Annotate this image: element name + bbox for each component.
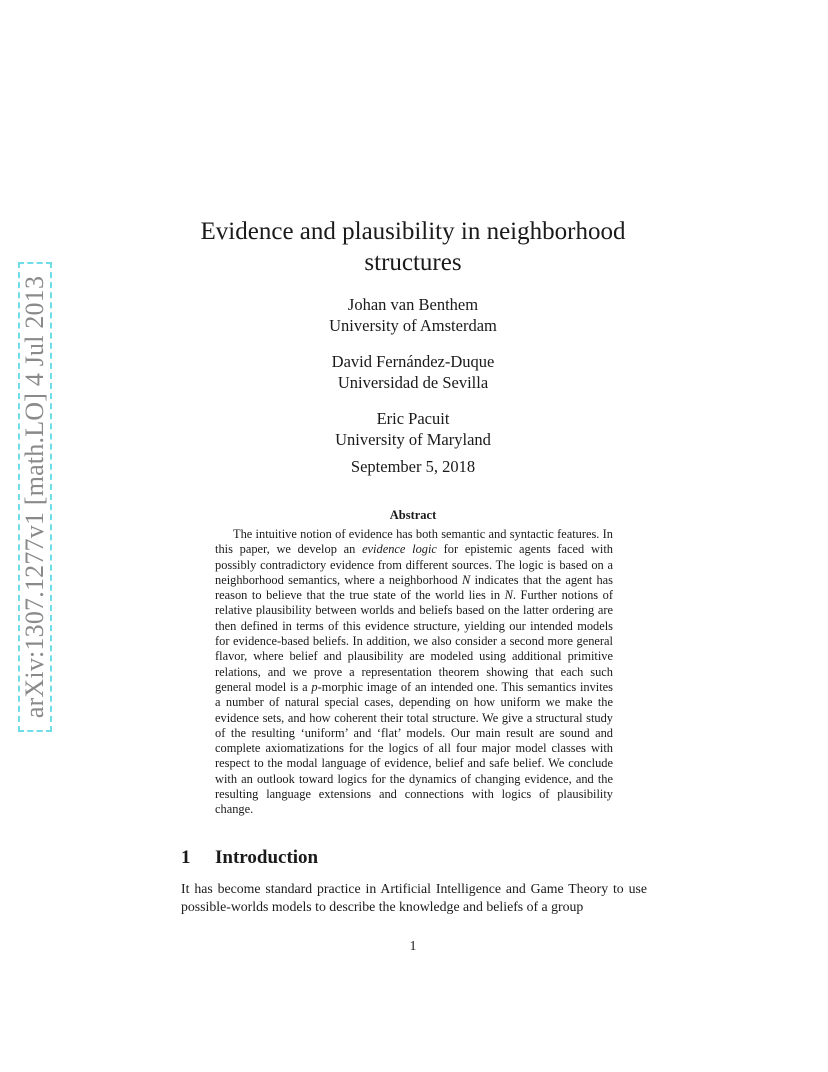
abstract-segment: -morphic image of an intended one. This semantics invites a number of natural special cases, depending on how uniform we make the evidence sets, and how coherent their total structure. We give a structural study of the resulting ‘uniform’ and ‘flat’ models. Our main result are sound and complete axiomatizations for the logics of all four major model classes with respect to the modal language of evidence, belief and safe belief. We conclude with an outlook toward logics for the dynamics of changing evidence, and the resulting language extensions and connections with logics of plausibility change.	[215, 679, 613, 817]
abstract-emphasis: evidence logic	[362, 542, 437, 557]
intro-paragraph: It has become standard practice in Artificial Intelligence and Game Theory to use possible-worlds models to describe the knowledge and beliefs of a group	[181, 881, 647, 914]
author-block	[150, 408, 676, 450]
paper-title: Evidence and plausibility in neighborhood structures	[200, 218, 626, 276]
abstract-variable: N	[462, 572, 471, 587]
abstract-segment: indicates that the agent has reason to believe that the true state of the world lies in	[215, 572, 613, 603]
section-title: Introduction	[215, 847, 319, 868]
publication-date: September 5, 2018	[350, 457, 476, 476]
arxiv-stamp	[18, 262, 52, 732]
abstract-heading: Abstract	[389, 508, 437, 522]
author-block	[150, 351, 676, 393]
abstract-segment: The intuitive notion of evidence has both semantic and syntactic features. In this paper, we develop an	[215, 527, 613, 557]
author-affiliation: University of Amsterdam	[329, 316, 497, 335]
author-name: Eric Pacuit	[376, 409, 450, 428]
abstract-segment: . Further notions of relative plausibility between worlds and beliefs based on the latter ordering are then defined in terms of this evidence structure, yielding our intended models for evidence-based beliefs. In addition, we also consider a second more general flavor, where belief and plausibility are modeled using additional primitive relations, and we prove a representation theorem showing that each such general model is a	[215, 588, 613, 694]
section-number: 1	[181, 847, 191, 868]
section-heading	[181, 847, 318, 869]
abstract-variable: p	[311, 679, 318, 694]
abstract-segment: for epistemic agents faced with possibly contradictory evidence from different sources. The logic is based on a neighborhood semantics, where a neighborhood	[215, 542, 614, 587]
page-number: 1	[409, 938, 417, 953]
author-list	[150, 294, 676, 465]
author-affiliation: University of Maryland	[335, 430, 491, 449]
author-name: Johan van Benthem	[347, 295, 479, 314]
author-affiliation: Universidad de Sevilla	[337, 373, 489, 392]
abstract-variable: N	[504, 588, 513, 603]
abstract-text	[215, 527, 613, 818]
author-name: David Fernández-Duque	[331, 352, 495, 371]
author-block	[150, 294, 676, 336]
arxiv-identifier: arXiv:1307.1277v1 [math.LO] 4 Jul 2013	[20, 275, 49, 719]
